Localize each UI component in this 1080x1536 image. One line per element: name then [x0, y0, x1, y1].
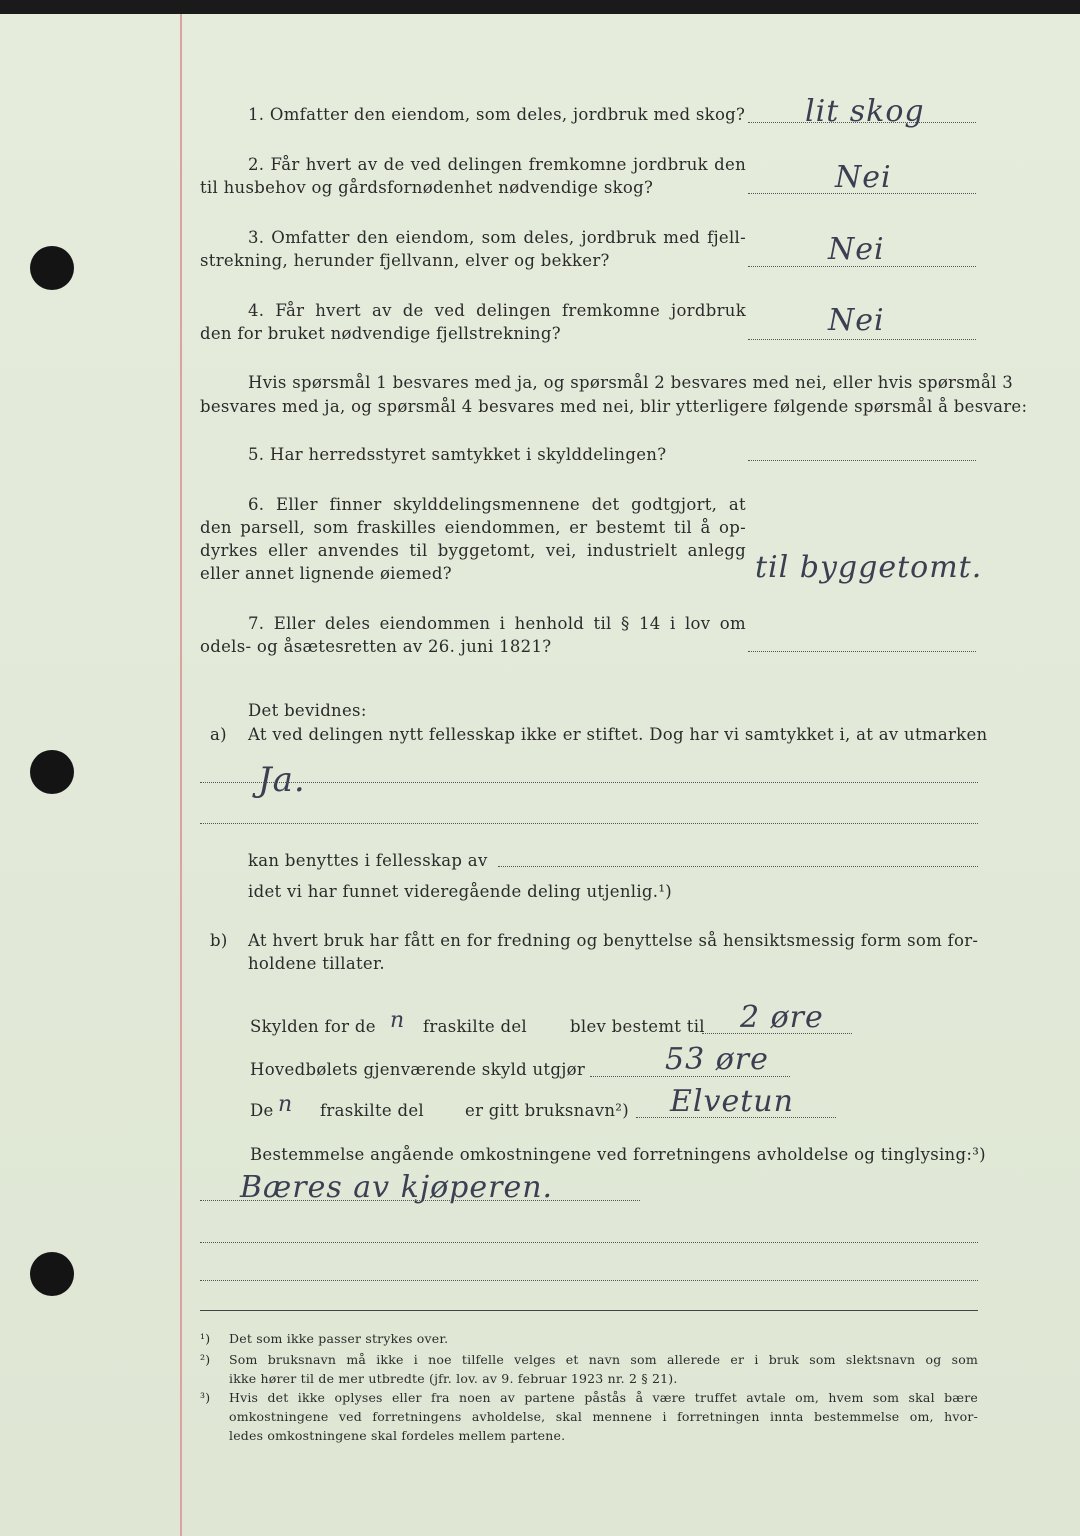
footnote-1-mark: ¹): [200, 1331, 211, 1346]
skyld-suffix: blev bestemt til: [570, 1017, 705, 1036]
footnote-3-line3: ledes omkostningene skal fordeles mellem partene.: [229, 1428, 566, 1443]
answer-line-7: [748, 651, 976, 652]
answer-2-handwritten: Nei: [835, 160, 892, 195]
answer-4-handwritten: Nei: [828, 303, 885, 338]
question-3-line1: 3. Omfatter den eiendom, som deles, jordbruk med fjell-: [248, 228, 746, 247]
punch-hole: [30, 246, 74, 290]
footnote-rule: [200, 1310, 978, 1311]
navn-label: er gitt bruksnavn²): [465, 1101, 629, 1120]
footnote-2-mark: ²): [200, 1352, 211, 1367]
skyld-handwritten-n: n: [390, 1008, 406, 1033]
footnote-3-line2: omkostningene ved forretningens avholdelse, skal mennene i forretningen innta bestemmelse om, hvor-: [229, 1409, 978, 1424]
question-2-line2: til husbehov og gårdsfornødenhet nødvendige skog?: [200, 178, 654, 197]
answer-3-handwritten: Nei: [828, 232, 885, 267]
question-6-line4: eller annet lignende øiemed?: [200, 564, 452, 583]
attest-heading: Det bevidnes:: [248, 701, 367, 720]
navn-prefix: De: [250, 1101, 274, 1120]
punch-hole: [30, 1252, 74, 1296]
navn-handwritten-n: n: [278, 1092, 294, 1117]
footnote-1: Det som ikke passer strykes over.: [229, 1331, 449, 1346]
answer-line-5: [748, 460, 976, 461]
margin-rule: [180, 14, 182, 1536]
bestemmelse-dots: [200, 1200, 640, 1201]
footnote-2-line2: ikke hører til de mer utbredte (jfr. lov. av 9. februar 1923 nr. 2 § 21).: [229, 1371, 678, 1386]
bestemmelse-handwritten: Bæres av kjøperen.: [240, 1170, 554, 1205]
footnote-3-line1: Hvis det ikke oplyses eller fra noen av partene påstås å være truffet avtale om, hvem som skal bære: [229, 1390, 978, 1405]
question-4-line1: 4. Får hvert av de ved delingen fremkomne jordbruk: [248, 301, 746, 320]
question-2-line1: 2. Får hvert av de ved delingen fremkomne jordbruk den: [248, 155, 746, 174]
bestemmelse-dots: [200, 1242, 978, 1243]
navn-mid: fraskilte del: [320, 1101, 424, 1120]
bestemmelse-label: Bestemmelse angående omkostningene ved forretningens avholdelse og tinglysing:³): [250, 1145, 986, 1164]
answer-6-handwritten: til byggetomt.: [755, 550, 983, 585]
navn-value-handwritten: Elvetun: [670, 1084, 794, 1119]
question-3-line2: strekning, herunder fjellvann, elver og bekker?: [200, 251, 610, 270]
hoved-value-handwritten: 53 øre: [665, 1042, 769, 1077]
footnote-3-mark: ³): [200, 1390, 211, 1405]
attest-b-label: b): [210, 931, 228, 950]
question-6-line3: dyrkes eller anvendes til byggetomt, vei, industrielt anlegg: [200, 541, 746, 560]
instruction-line1: Hvis spørsmål 1 besvares med ja, og spørsmål 2 besvares med nei, eller hvis spørsmål 3: [248, 373, 1014, 392]
attest-a-line3-dots: [498, 866, 978, 867]
attest-a-label: a): [210, 725, 227, 744]
footnote-2-line1: Som bruksnavn må ikke i noe tilfelle velges et navn som allerede er i bruk som slektsnavn og som: [229, 1352, 978, 1367]
attest-a-line: [200, 823, 978, 824]
question-6-line1: 6. Eller finner skylddelingsmennene det godtgjort, at: [248, 495, 746, 514]
attest-a-line: [200, 782, 978, 783]
question-1: 1. Omfatter den eiendom, som deles, jordbruk med skog?: [248, 105, 746, 124]
attest-b-line2: holdene tillater.: [248, 954, 385, 973]
punch-hole: [30, 750, 74, 794]
question-7-line1: 7. Eller deles eiendommen i henhold til § 14 i lov om: [248, 614, 746, 633]
hoved-label: Hovedbølets gjenværende skyld utgjør: [250, 1060, 586, 1079]
bestemmelse-dots: [200, 1280, 978, 1281]
answer-line-4: [748, 339, 976, 340]
question-5: 5. Har herredsstyret samtykket i skylddelingen?: [248, 445, 667, 464]
attest-a-line4: idet vi har funnet videregående deling utjenlig.¹): [248, 882, 672, 901]
question-4-line2: den for bruket nødvendige fjellstrekning?: [200, 324, 561, 343]
skyld-value-handwritten: 2 øre: [740, 1000, 824, 1035]
question-7-line2: odels- og åsætesretten av 26. juni 1821?: [200, 637, 552, 656]
attest-a-handwritten: Ja.: [258, 760, 306, 800]
attest-a-line3: kan benyttes i fellesskap av: [248, 851, 488, 870]
question-6-line2: den parsell, som fraskilles eiendommen, er bestemt til å op-: [200, 518, 746, 537]
skyld-mid: fraskilte del: [423, 1017, 527, 1036]
attest-a-text: At ved delingen nytt fellesskap ikke er stiftet. Dog har vi samtykket i, at av utmarken: [248, 725, 988, 744]
answer-1-handwritten: lit skog: [805, 94, 925, 129]
scan-edge: [0, 0, 1080, 14]
instruction-line2: besvares med ja, og spørsmål 4 besvares med nei, blir ytterligere følgende spørsmål å besvare:: [200, 397, 1028, 416]
skyld-prefix: Skylden for de: [250, 1017, 376, 1036]
attest-b-line1: At hvert bruk har fått en for fredning og benyttelse så hensiktsmessig form som for-: [248, 931, 979, 950]
